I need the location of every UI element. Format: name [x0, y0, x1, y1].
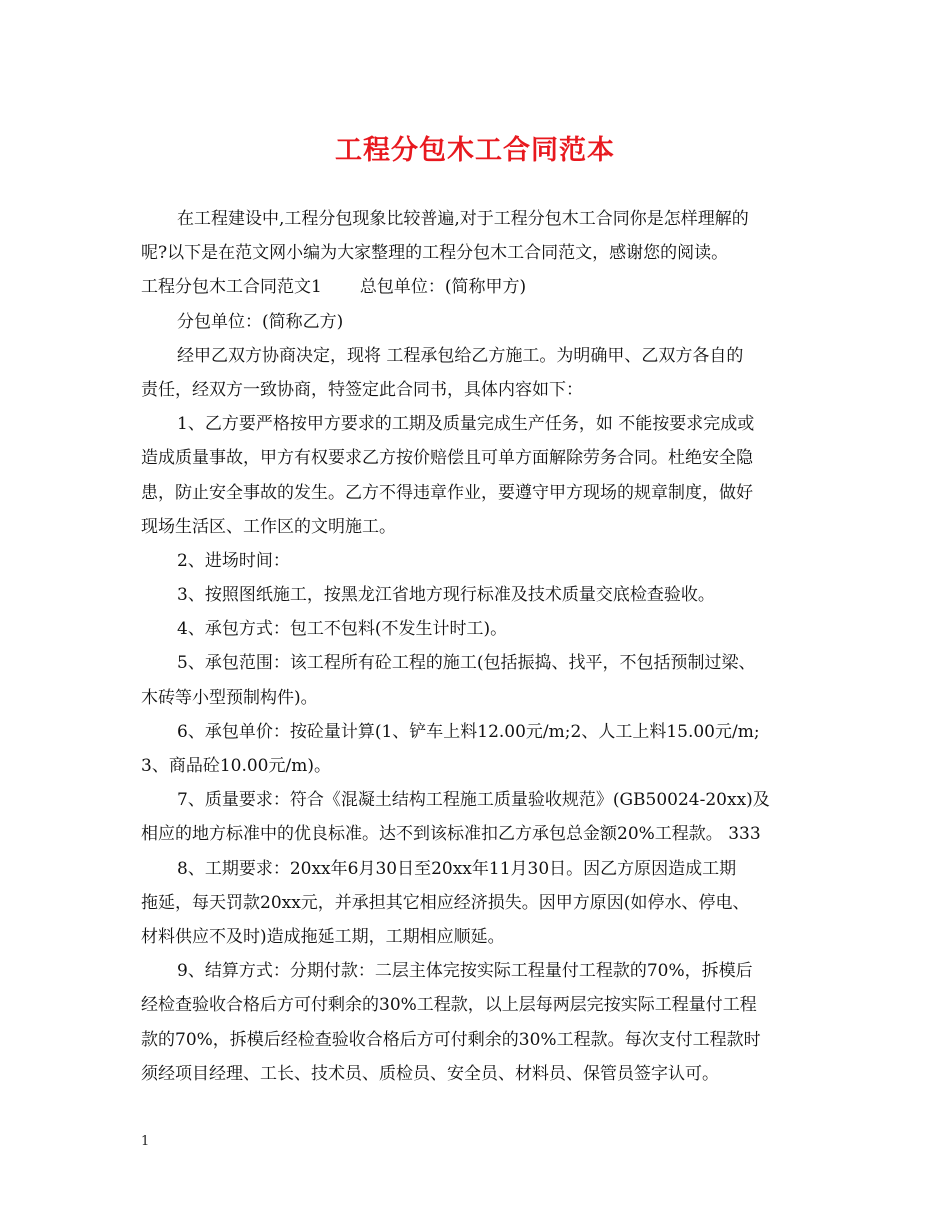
clause-9-line: 9、结算方式：分期付款：二层主体完按实际工程量付工程款的70%，拆模后: [177, 961, 753, 982]
intro-line-1: 在工程建设中,工程分包现象比较普遍,对于工程分包木工合同你是怎样理解的: [177, 209, 749, 229]
clause-4-line: 4、承包方式：包工不包料(不发生计时工)。: [177, 619, 508, 640]
clause-6-line: 6、承包单价：按砼量计算(1、铲车上料12.00元/m;2、人工上料15.00元/m;: [177, 721, 760, 742]
page-number: 1: [141, 1134, 150, 1149]
subcontractor-line: 分包单位：(简称乙方): [177, 311, 344, 332]
clause-7-line: 相应的地方标准中的优良标准。达不到该标准扣乙方承包总金额20%工程款。 333: [141, 824, 761, 845]
clause-1-line: 患，防止安全事故的发生。乙方不得违章作业，要遵守甲方现场的规章制度，做好: [141, 482, 753, 503]
clause-7-line: 7、质量要求：符合《混凝土结构工程施工质量验收规范》(GB50024-20xx)及: [177, 790, 770, 811]
clause-5-line: 5、承包范围：该工程所有砼工程的施工(包括振捣、找平，不包括预制过梁、: [177, 653, 756, 674]
clause-1-line: 1、乙方要严格按甲方要求的工期及质量完成生产任务，如 不能按要求完成或: [177, 414, 755, 435]
clause-3-line: 3、按照图纸施工，按黑龙江省地方现行标准及技术质量交底检查验收。: [177, 585, 715, 606]
contract-subtitle: 工程分包木工合同范文1: [141, 277, 322, 298]
clause-2-line: 2、进场时间：: [177, 550, 290, 571]
document-title: 工程分包木工合同范本: [335, 135, 615, 166]
clause-9-line: 须经项目经理、工长、技术员、质检员、安全员、材料员、保管员签字认可。: [141, 1063, 719, 1084]
clause-1-line: 造成质量事故，甲方有权要求乙方按价赔偿且可单方面解除劳务合同。杜绝安全隐: [141, 448, 753, 469]
document-body: [141, 202, 812, 1091]
general-contractor-label: 总包单位：(简称甲方): [359, 277, 527, 298]
clause-8-line: 材料供应不及时)造成拖延工期，工期相应顺延。: [141, 926, 505, 947]
clause-1-line: 现场生活区、工作区的文明施工。: [141, 516, 396, 537]
clause-6-line: 3、商品砼10.00元/m)。: [141, 756, 331, 776]
clause-9-line: 款的70%，拆模后经检查验收合格后方可付剩余的30%工程款。每次支付工程款时: [141, 1029, 761, 1050]
intro-line-2: 呢?以下是在范文网小编为大家整理的工程分包木工合同范文，感谢您的阅读。: [141, 243, 729, 264]
contract-header-line: [141, 270, 812, 304]
clause-9-line: 经检查验收合格后方可付剩余的30%工程款，以上层每两层完按实际工程量付工程: [141, 995, 757, 1016]
paragraph-line: 经甲乙双方协商决定，现将 工程承包给乙方施工。为明确甲、乙双方各自的: [177, 345, 744, 366]
clause-5-line: 木砖等小型预制构件)。: [141, 687, 318, 708]
clause-8-line: 8、工期要求：20xx年6月30日至20xx年11月30日。因乙方原因造成工期: [177, 858, 737, 879]
paragraph-line: 责任，经双方一致协商，特签定此合同书，具体内容如下：: [141, 379, 583, 400]
clause-8-line: 拖延，每天罚款20xx元，并承担其它相应经济损失。因甲方原因(如停水、停电、: [141, 892, 750, 913]
